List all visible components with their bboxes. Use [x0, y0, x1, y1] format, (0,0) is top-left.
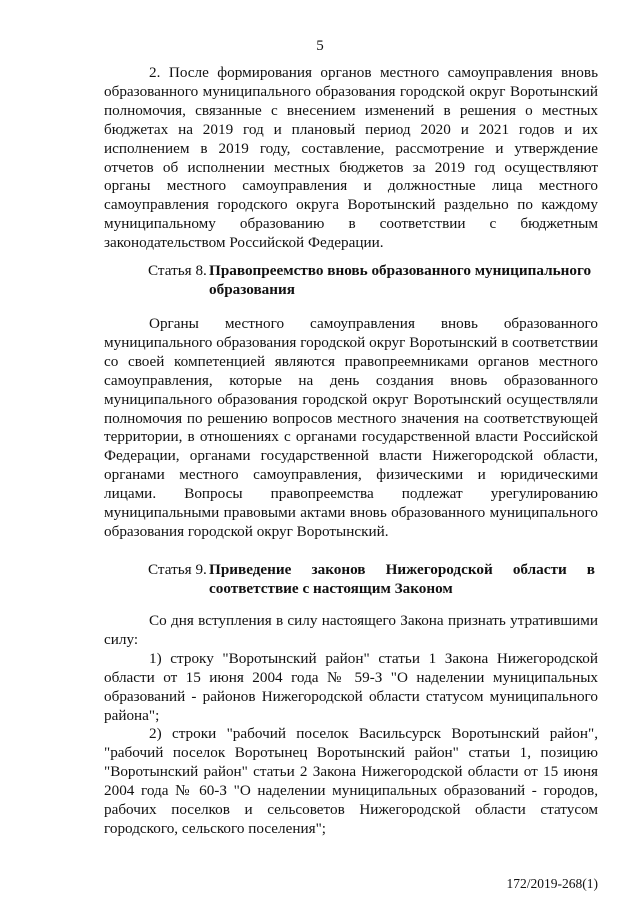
page-number: 5: [316, 38, 324, 54]
article-9-item-1: 1) строку "Воротынский район" статьи 1 Закона Нижегородской области от 15 июня 2004 года № 59-З "О наделении муниципальных образований - районов Нижегородской области статусом муниципального района";: [104, 649, 598, 724]
paragraph-text: 2. После формирования органов местного самоуправления вновь образованного муниципального образования городской округ Воротынский полномочия, связанные с внесением изменений в решения о местных бюджетах на 2019 год и плановый период 2020 и 2021 годов и их исполнением в 2019 году, составление, рассмотрение и утверждение отчетов об исполнении местных бюджетов за 2019 год осуществляют органы местного самоуправления и должностные лица местного самоуправления городского округа Воротынский раздельно по каждому муниципальному образованию в соответствии с бюджетным законодательством Российской Федерации.: [104, 64, 598, 252]
article-9-intro: Со дня вступления в силу настоящего Закона признать утратившими силу:: [104, 612, 598, 648]
article-9-title-line-2: соответствие с настоящим Законом: [209, 580, 453, 597]
article-9-heading: [148, 560, 598, 598]
article-9-title-line-1: Приведение законов Нижегородской области в: [209, 561, 595, 578]
paragraph-budget-powers: [104, 64, 598, 253]
article-8-body: [104, 315, 598, 542]
article-9-body: [104, 612, 598, 839]
article-8-heading: [148, 261, 598, 299]
article-8-title: Правопреемство вновь образованного муниципального образования: [209, 262, 592, 298]
document-code: 172/2019-268(1): [506, 876, 598, 891]
article-9-label: Статья 9.: [148, 561, 207, 578]
article-8-paragraph: Органы местного самоуправления вновь образованного муниципального образования городской округ Воротынский в соответствии со своей компетенцией являются правопреемниками органов местного самоуправления, которые на день создания вновь образованного муниципального образования городской округ Воротынский осуществляли полномочия по решению вопросов местного значения на соответствующей территории, в отношениях с органами государственной власти Российской Федерации, органами государственной власти Нижегородской области, органами местного самоуправления, физическими и юридическими лицами. Вопросы правопреемства подлежат урегулированию муниципальными правовыми актами вновь образованного муниципального образования городской округ Воротынский.: [104, 315, 598, 540]
article-8-label: Статья 8.: [148, 262, 207, 279]
article-9-title: [209, 560, 595, 598]
article-9-item-2: 2) строки "рабочий поселок Васильсурск Воротынский район", "рабочий поселок Воротынец Воротынский район" статьи 1, позицию "Воротынский район" статьи 2 Закона Нижегородской области от 15 июня 2004 года № 60-З "О наделении муниципальных образований - городов, рабочих поселков и сельсоветов Нижегородской области статусом городского, сельского поселения";: [104, 725, 598, 837]
